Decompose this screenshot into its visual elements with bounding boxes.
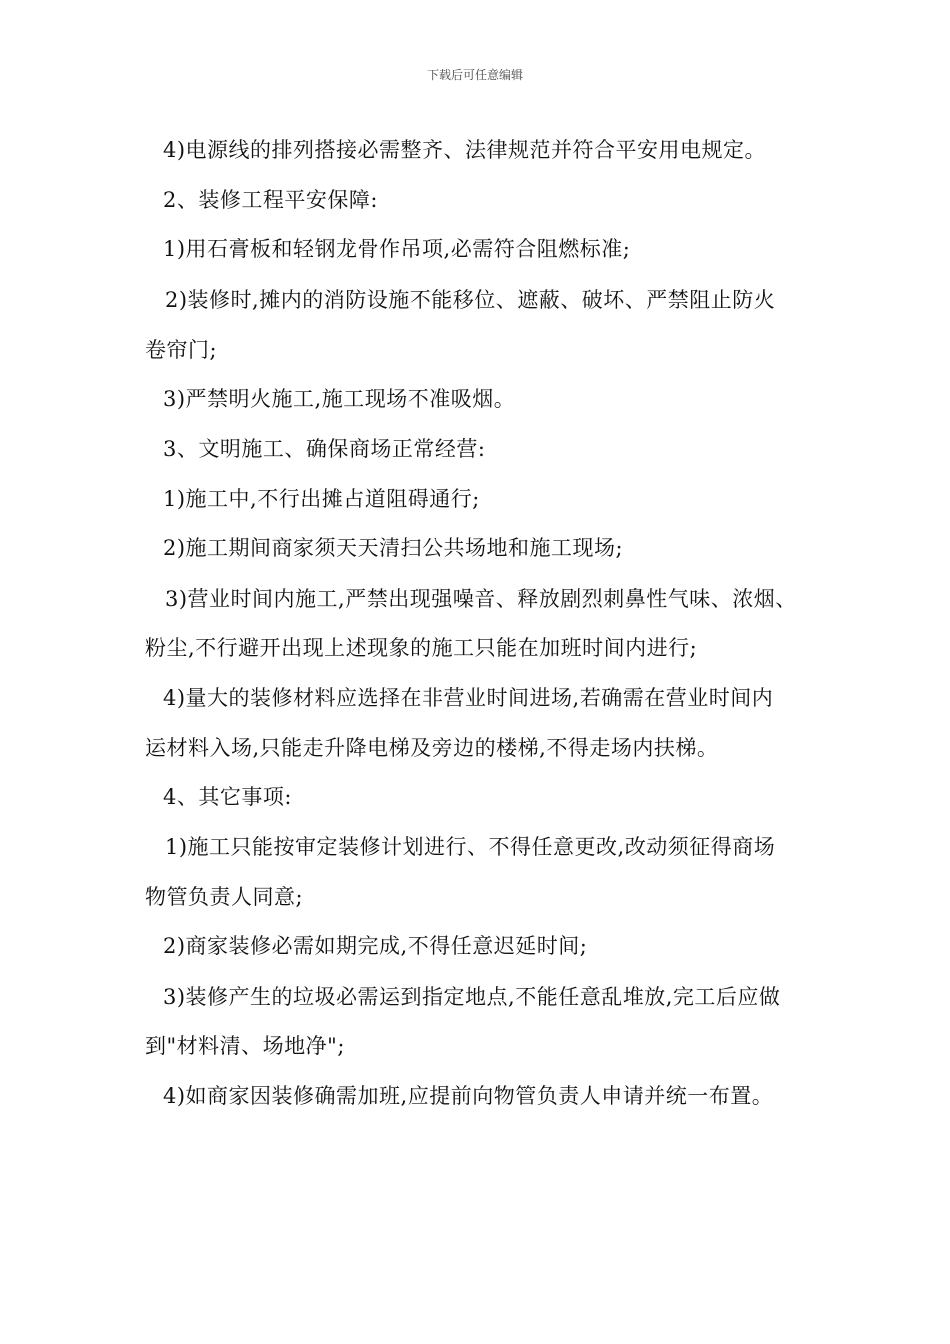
header-note: 下载后可任意编辑 <box>426 68 523 82</box>
paragraph-line: 4)电源线的排列搭接必需整齐、法律规范并符合平安用电规定。 <box>163 138 767 162</box>
section-heading: 3、文明施工、确保商场正常经营: <box>163 437 486 461</box>
paragraph-line: 3)严禁明火施工,施工现场不准吸烟。 <box>163 387 516 411</box>
paragraph-line: 运材料入场,只能走升降电梯及旁边的楼梯,不得走场内扶梯。 <box>145 736 719 760</box>
paragraph-line: 3)营业时间内施工,严禁出现强噪音、释放剧烈刺鼻性气味、浓烟、 <box>165 587 797 611</box>
paragraph-line: 4)如商家因装修确需加班,应提前向物管负责人申请并统一布置。 <box>163 1084 774 1108</box>
paragraph-line: 物管负责人同意; <box>145 885 304 909</box>
section-heading: 4、其它事项: <box>163 785 292 809</box>
paragraph-line: 3)装修产生的垃圾必需运到指定地点,不能任意乱堆放,完工后应做 <box>163 985 781 1009</box>
paragraph-line: 1)用石膏板和轻钢龙骨作吊项,必需符合阻燃标准; <box>163 237 631 261</box>
paragraph-line: 粉尘,不行避开出现上述现象的施工只能在加班时间内进行; <box>145 636 698 660</box>
paragraph-line: 到"材料清、场地净"; <box>145 1034 345 1058</box>
paragraph-line: 2)施工期间商家须天天清扫公共场地和施工现场; <box>163 536 624 560</box>
paragraph-line: 卷帘门; <box>145 338 218 362</box>
paragraph-line: 1)施工只能按审定装修计划进行、不得任意更改,改动须征得商场 <box>165 835 776 859</box>
paragraph-line: 1)施工中,不行出摊占道阻碍通行; <box>163 487 480 511</box>
section-heading: 2、装修工程平安保障: <box>163 188 378 212</box>
paragraph-line: 2)商家装修必需如期完成,不得任意迟延时间; <box>163 934 588 958</box>
paragraph-line: 4)量大的装修材料应选择在非营业时间进场,若确需在营业时间内 <box>163 686 774 710</box>
paragraph-line: 2)装修时,摊内的消防设施不能移位、遮蔽、破坏、严禁阻止防火 <box>165 288 776 312</box>
